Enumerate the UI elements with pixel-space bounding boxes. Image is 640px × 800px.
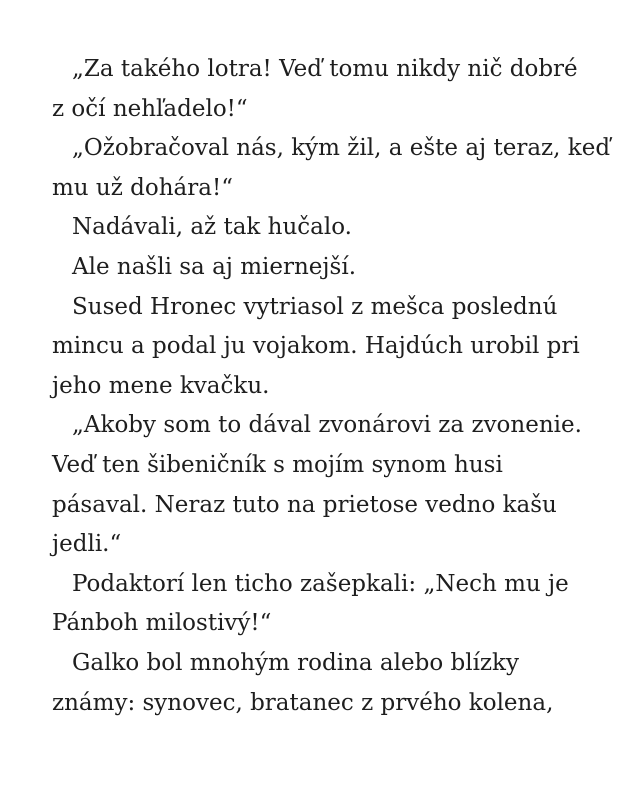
- paragraph: [52, 50, 580, 129]
- text-line: mincu a podal ju vojakom. Hajdúch urobil pri: [52, 333, 580, 360]
- text-line: „Akoby som to dával zvonárovi za zvonenie.: [72, 412, 582, 439]
- text-line: Sused Hronec vytriasol z mešca poslednú: [72, 293, 558, 320]
- paragraph: [52, 208, 580, 248]
- text-line: Podaktorí len ticho zašepkali: „Nech mu je: [72, 570, 569, 597]
- paragraph: [52, 129, 611, 208]
- text-line: známy: synovec, bratanec z prvého kolena,: [52, 689, 554, 716]
- paragraph: [52, 565, 580, 644]
- text-line: Veď ten šibeničník s mojím synom husi: [52, 451, 503, 478]
- paragraph: [52, 644, 580, 723]
- text-line: „Za takého lotra! Veď tomu nikdy nič dobré: [72, 56, 578, 82]
- text-line: pásaval. Neraz tuto na prietose vedno kašu: [52, 491, 557, 518]
- text-line: „Ožobračoval nás, kým žil, a ešte aj teraz, keď: [72, 135, 611, 162]
- text-line: jeho mene kvačku.: [52, 372, 270, 399]
- text-line: Ale našli sa aj miernejší.: [72, 253, 357, 280]
- text-line: jedli.“: [52, 531, 122, 558]
- text-line: Nadávali, až tak hučalo.: [72, 214, 352, 241]
- text-line: Pánboh milostivý!“: [52, 610, 272, 637]
- paragraph: [52, 288, 580, 407]
- paragraph: [52, 406, 580, 564]
- paragraph: [52, 248, 580, 288]
- text-line: z očí nehľadelo!“: [52, 95, 248, 122]
- text-line: Galko bol mnohým rodina alebo blízky: [72, 649, 519, 676]
- text-line: mu už dohára!“: [52, 174, 233, 201]
